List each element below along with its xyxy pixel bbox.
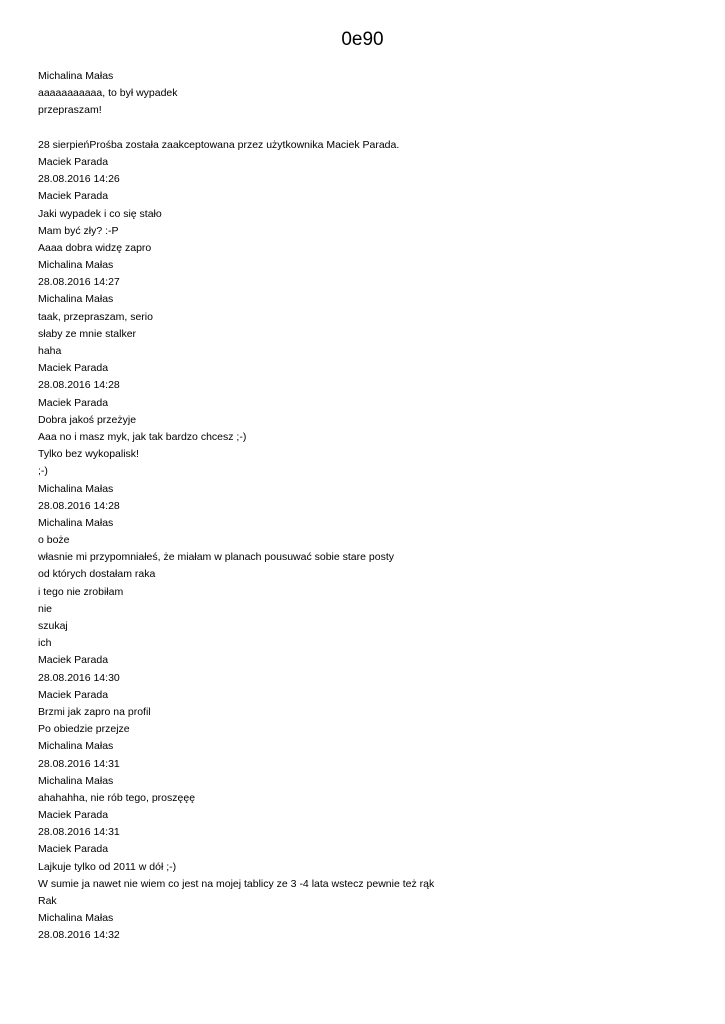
sender-name: Maciek Parada — [38, 190, 109, 203]
system-notice: 28 sierpieńProśba została zaakceptowana przez użytkownika Maciek Parada. — [38, 138, 400, 151]
message-timestamp: 28.08.2016 14:28 — [38, 379, 120, 392]
message-text: aaaaaaaaaaa, to był wypadek — [38, 87, 178, 100]
sender-name: Michalina Małas — [38, 482, 114, 495]
spacer — [38, 120, 698, 137]
sender-name: Michalina Małas — [38, 740, 114, 753]
message-text: Jaki wypadek i co się stało — [38, 207, 162, 220]
sender-name: Michalina Małas — [38, 516, 114, 529]
message-text: własnie mi przypomniałeś, że miałam w planach pousuwać sobie stare posty — [38, 551, 394, 564]
message-text: Lajkuje tylko od 2011 w dół ;-) — [38, 860, 177, 873]
message-text: Aaaa dobra widzę zapro — [38, 241, 152, 254]
message-text: haha — [38, 345, 62, 357]
message-text: Tylko bez wykopalisk! — [38, 448, 139, 461]
message-log — [38, 68, 698, 945]
message-text: szukaj — [38, 620, 68, 632]
message-text: słaby ze mnie stalker — [38, 327, 137, 340]
message-text: Aaa no i masz myk, jak tak bardzo chcesz ;-) — [38, 430, 247, 443]
sender-name: Maciek Parada — [38, 688, 109, 701]
sender-name: Michalina Małas — [38, 70, 114, 82]
message-text: Mam być zły? :-P — [38, 224, 119, 237]
message-timestamp: 28.08.2016 14:31 — [38, 757, 120, 770]
message-text: o boże — [38, 534, 70, 547]
message-text: przepraszam! — [38, 104, 102, 117]
conversation-lines — [38, 137, 698, 945]
message-text: i tego nie zrobiłam — [38, 585, 124, 598]
message-timestamp: 28.08.2016 14:32 — [38, 929, 120, 942]
message-text: ;-) — [38, 465, 48, 478]
message-text: Dobra jakoś przeżyje — [38, 413, 137, 426]
message-timestamp: 28.08.2016 14:26 — [38, 173, 120, 186]
message-text: nie — [38, 602, 53, 615]
sender-name: Michalina Małas — [38, 912, 114, 925]
sender-name: Michalina Małas — [38, 293, 114, 306]
message-text: od których dostałam raka — [38, 568, 156, 581]
sender-name: Maciek Parada — [38, 843, 109, 856]
sender-name: Maciek Parada — [38, 396, 109, 409]
sender-name: Michalina Małas — [38, 774, 114, 787]
message-text: Brzmi jak zapro na profil — [38, 705, 151, 718]
sender-name: Maciek Parada — [38, 155, 109, 168]
message-text: ahahahha, nie rób tego, proszęęę — [38, 791, 196, 804]
sender-name: Maciek Parada — [38, 809, 109, 822]
message-timestamp: 28.08.2016 14:28 — [38, 499, 120, 512]
message-timestamp: 28.08.2016 14:31 — [38, 826, 120, 839]
message-text: taak, przepraszam, serio — [38, 310, 153, 323]
sender-name: Michalina Małas — [38, 259, 114, 272]
message-text: Rak — [38, 895, 57, 907]
message-text: ich — [38, 637, 52, 650]
page-title: 0e90 — [341, 29, 384, 50]
message-timestamp: 28.08.2016 14:27 — [38, 276, 120, 289]
sender-name: Maciek Parada — [38, 362, 109, 375]
message-text: W sumie ja nawet nie wiem co jest na mojej tablicy ze 3 -4 lata wstecz pewnie też rąk — [38, 877, 435, 890]
message-timestamp: 28.08.2016 14:30 — [38, 671, 120, 684]
message-text: Po obiedzie przejze — [38, 723, 130, 736]
sender-name: Maciek Parada — [38, 654, 109, 667]
